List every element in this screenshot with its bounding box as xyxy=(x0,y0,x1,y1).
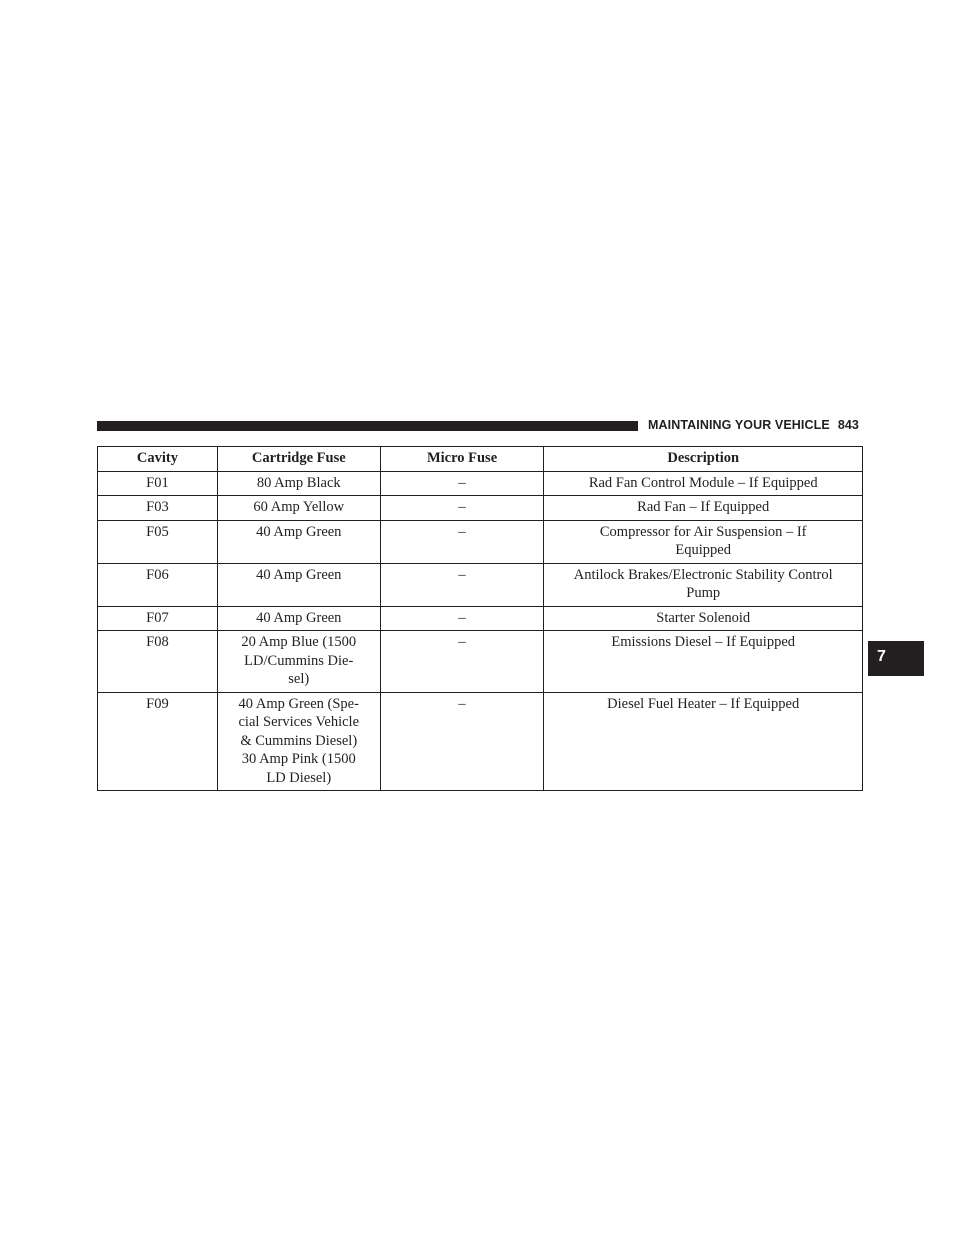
chapter-tab xyxy=(868,641,924,676)
column-header-micro-fuse: Micro Fuse xyxy=(380,447,544,472)
cartridge-fuse-cell: 40 Amp Green (Spe- cial Services Vehicle & Cummins Diesel) 30 Amp Pink (1500 LD Diesel) xyxy=(217,692,380,791)
cartridge-fuse-cell: 20 Amp Blue (1500 LD/Cummins Die- sel) xyxy=(217,631,380,693)
table-header-row xyxy=(98,447,863,472)
cartridge-fuse-cell: 40 Amp Green xyxy=(217,563,380,606)
micro-fuse-cell: – xyxy=(380,563,544,606)
cartridge-fuse-cell: 60 Amp Yellow xyxy=(217,496,380,521)
micro-fuse-cell: – xyxy=(380,520,544,563)
cavity-cell: F01 xyxy=(98,471,218,496)
table-row xyxy=(98,520,863,563)
running-header xyxy=(648,418,859,432)
description-cell: Starter Solenoid xyxy=(544,606,863,631)
cartridge-fuse-cell: 40 Amp Green xyxy=(217,520,380,563)
description-cell: Emissions Diesel – If Equipped xyxy=(544,631,863,693)
table-row xyxy=(98,471,863,496)
cavity-cell: F09 xyxy=(98,692,218,791)
cartridge-fuse-cell: 40 Amp Green xyxy=(217,606,380,631)
section-title: MAINTAINING YOUR VEHICLE xyxy=(648,418,830,432)
table-row xyxy=(98,496,863,521)
cavity-cell: F08 xyxy=(98,631,218,693)
micro-fuse-cell: – xyxy=(380,496,544,521)
column-header-description: Description xyxy=(544,447,863,472)
header-rule xyxy=(97,421,638,431)
cavity-cell: F06 xyxy=(98,563,218,606)
description-cell: Compressor for Air Suspension – If Equipped xyxy=(544,520,863,563)
description-cell: Rad Fan – If Equipped xyxy=(544,496,863,521)
description-cell: Antilock Brakes/Electronic Stability Control Pump xyxy=(544,563,863,606)
cartridge-fuse-cell: 80 Amp Black xyxy=(217,471,380,496)
fuse-table xyxy=(97,446,863,791)
micro-fuse-cell: – xyxy=(380,471,544,496)
micro-fuse-cell: – xyxy=(380,606,544,631)
chapter-number: 7 xyxy=(877,648,886,665)
column-header-cavity: Cavity xyxy=(98,447,218,472)
table-row xyxy=(98,563,863,606)
micro-fuse-cell: – xyxy=(380,692,544,791)
description-cell: Diesel Fuel Heater – If Equipped xyxy=(544,692,863,791)
description-cell: Rad Fan Control Module – If Equipped xyxy=(544,471,863,496)
page-number: 843 xyxy=(837,418,859,432)
table-row xyxy=(98,606,863,631)
table-row xyxy=(98,692,863,791)
column-header-cartridge-fuse: Cartridge Fuse xyxy=(217,447,380,472)
cavity-cell: F07 xyxy=(98,606,218,631)
table-row xyxy=(98,631,863,693)
cavity-cell: F03 xyxy=(98,496,218,521)
cavity-cell: F05 xyxy=(98,520,218,563)
micro-fuse-cell: – xyxy=(380,631,544,693)
